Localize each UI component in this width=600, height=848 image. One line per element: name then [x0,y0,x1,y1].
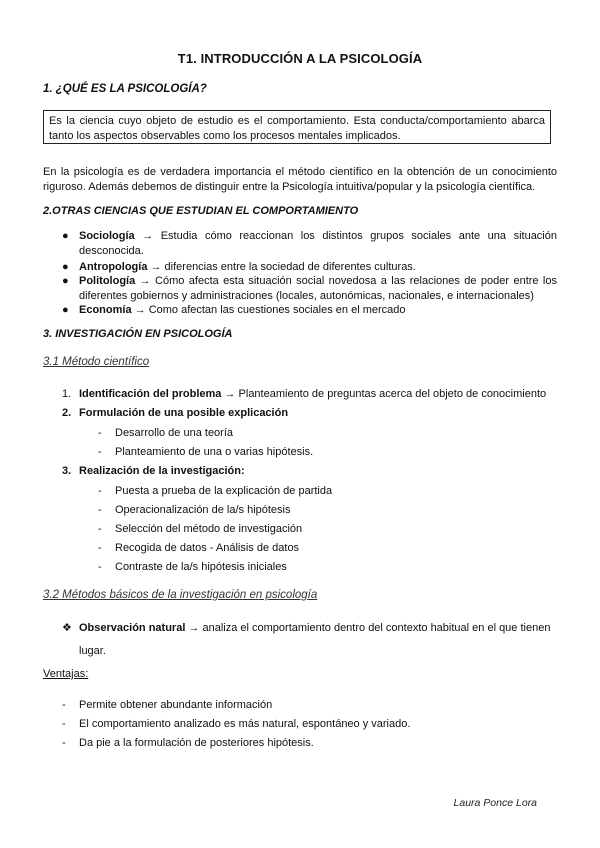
subsection-3-1-heading: 3.1 Método científico [43,356,150,368]
list-item [98,503,538,518]
subsection-3-2-heading: 3.2 Métodos básicos de la investigación en psicología [43,589,318,601]
list-item [98,522,538,537]
step-text: → Planteamiento de preguntas acerca del objeto de conocimiento [221,388,547,400]
step-number: 2. [62,407,72,419]
section-2-heading: 2.OTRAS CIENCIAS QUE ESTUDIAN EL COMPORTAMIENTO [43,205,359,217]
list-item [62,698,552,713]
method-term: Observación natural [79,622,186,634]
list-item [98,426,538,441]
step-term: Formulación de una posible explicación [79,407,289,419]
list-item [98,484,538,499]
term-economia: Economía [79,304,132,316]
list-item [62,303,557,318]
page-title: T1. INTRODUCCIÓN A LA PSICOLOGÍA [177,51,423,66]
dash-icon: - [98,504,102,516]
list-item [62,229,557,259]
sub-item: Contraste de la/s hipótesis iniciales [115,561,287,573]
step-number: 1. [62,388,72,400]
dash-icon: - [62,718,66,730]
advantage-item: Permite obtener abundante información [79,699,273,711]
description: → Como afectan las cuestiones sociales en el mercado [131,304,406,316]
diamond-bullet-icon: ❖ [62,622,72,634]
advantage-item: Da pie a la formulación de posteriores hipótesis. [79,737,314,749]
term-politologia: Politología [79,275,136,287]
description: → diferencias entre la sociedad de diferentes culturas. [147,261,416,273]
term-antropologia: Antropología [79,261,148,273]
description: → Estudia cómo reaccionan los distintos grupos sociales ante una situación desconocida. [79,230,557,257]
list-item [98,560,538,575]
sub-item: Selección del método de investigación [115,523,303,535]
sub-item: Puesta a prueba de la explicación de partida [115,485,333,497]
dash-icon: - [98,542,102,554]
section-3-heading: 3. INVESTIGACIÓN EN PSICOLOGÍA [43,328,233,340]
list-item [62,617,557,663]
method-description: → analiza el comportamiento dentro del contexto habitual en el que tienen lugar. [79,622,551,657]
intro-paragraph: En la psicología es de verdadera importancia el método científico en la obtención de un conocimiento riguroso. Además debemos de distinguir entre la Psicología intuitiva/popular y la psicología científica. [43,166,557,193]
sub-item: Recogida de datos - Análisis de datos [115,542,300,554]
list-item [62,260,557,275]
advantages-label: Ventajas: [43,668,89,680]
bullet-icon: ● [62,275,69,287]
list-item [62,387,562,402]
section-1-heading: 1. ¿QUÉ ES LA PSICOLOGÍA? [43,83,207,95]
list-item [62,406,562,421]
step-number: 3. [62,465,72,477]
dash-icon: - [62,699,66,711]
dash-icon: - [98,523,102,535]
term-sociologia: Sociología [79,230,135,242]
list-item [98,541,538,556]
list-item [62,274,557,304]
dash-icon: - [98,446,102,458]
description: → Cómo afecta esta situación social novedosa a las relaciones de poder entre los diferentes gobiernos y administraciones (locales, autonómicas, nacionales, e internacionales) [79,275,557,302]
advantage-item: El comportamiento analizado es más natural, espontáneo y variado. [79,718,411,730]
list-item [98,445,538,460]
list-item [62,736,552,751]
author-footer: Laura Ponce Lora [453,797,537,809]
sub-item: Desarrollo de una teoría [115,427,234,439]
step-term: Realización de la investigación: [79,465,245,477]
dash-icon: - [62,737,66,749]
dash-icon: - [98,485,102,497]
step-term: Identificación del problema [79,388,222,400]
bullet-icon: ● [62,230,69,242]
dash-icon: - [98,561,102,573]
sub-item: Planteamiento de una o varias hipótesis. [115,446,314,458]
bullet-icon: ● [62,304,69,316]
sub-item: Operacionalización de la/s hipótesis [115,504,291,516]
list-item [62,717,552,732]
dash-icon: - [98,427,102,439]
list-item [62,464,562,479]
bullet-icon: ● [62,261,69,273]
definition-box: Es la ciencia cuyo objeto de estudio es el comportamiento. Esta conducta/comportamiento abarca tanto los aspectos observables como los procesos mentales implicados. [43,110,551,144]
